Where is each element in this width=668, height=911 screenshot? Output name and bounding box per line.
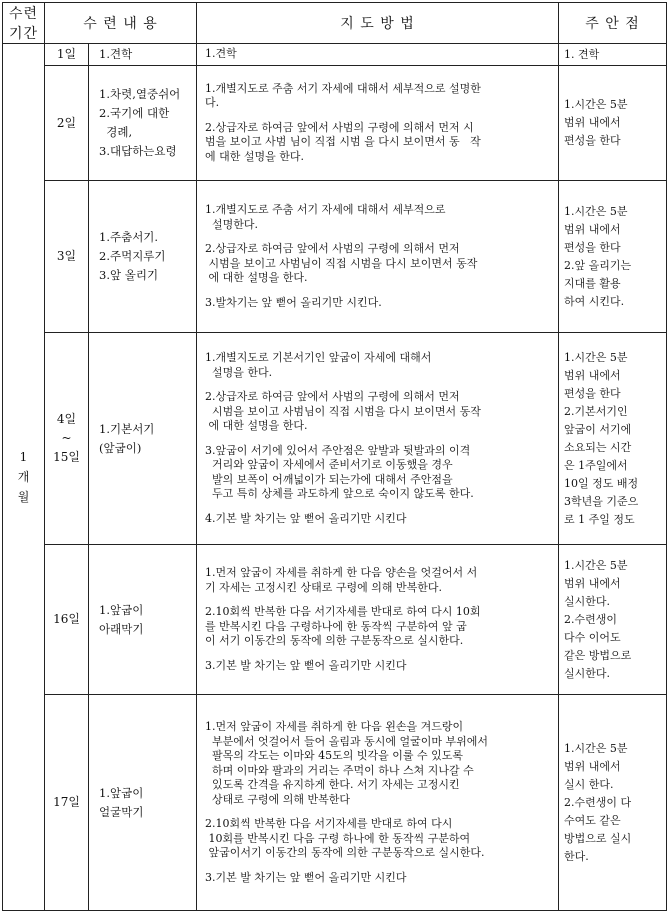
note-cell (559, 333, 667, 545)
period-text: 월 (17, 490, 30, 504)
method-line: 3.기본 발 차기는 앞 뻗어 올리기만 시킨다 (205, 870, 407, 884)
plan-row (3, 66, 667, 181)
method-line: 에 대한 설명을 한다. (205, 271, 308, 284)
note-cell (559, 44, 667, 66)
note-cell (559, 181, 667, 333)
note-line: 2.기본서기인 (564, 404, 628, 418)
content-line: 1.앞굽이 (99, 785, 144, 800)
method-paragraph (205, 296, 552, 311)
day-text: 15일 (53, 450, 80, 464)
method-line: 있도록 간격을 유지하게 한다. 서기 자세는 고정시킨 (205, 778, 460, 791)
method-line: 두고 특히 상체를 과도하게 앞으로 숙이지 않도록 한다. (205, 487, 474, 500)
method-paragraph (205, 390, 552, 434)
note-line: 범위 내에서 (564, 116, 621, 129)
note-line: 편성을 한다 (564, 134, 621, 147)
method-line: 발의 보폭이 어깨넓이가 되는가에 대해서 주안점을 (205, 472, 453, 486)
note-line: 소요되는 시간 (564, 440, 632, 454)
method-line: 부분에서 엇걸어서 들어 올림과 동시에 얼굴이마 부위에서 (205, 734, 489, 748)
note-line: 방법으로 실시 (564, 831, 632, 845)
method-cell (197, 695, 559, 911)
method-line: 2.상급자로 하여금 앞에서 사범의 구령에 의해서 먼저 (205, 390, 460, 403)
method-line: 하며 이마와 팔과의 거리는 주먹이 하나 스쳐 지나갈 수 (205, 763, 474, 777)
method-line: 설명을 한다. (205, 365, 273, 379)
method-line: 팔목의 각도는 이마와 45도의 빗각을 이룰 수 있도록 (205, 749, 464, 762)
content-line: 1.차렷,열중쉬어 (99, 87, 181, 101)
day-cell (45, 545, 89, 695)
method-line: 앞굽이서기 이동간의 동작에 의한 구분동작으로 실시한다. (205, 846, 485, 859)
method-paragraph (205, 605, 552, 649)
method-line: 를 반복시킨 다음 구령하나에 한 동작씩 구분하여 앞 굽 (205, 619, 467, 633)
content-line: 2.주먹지루기 (99, 249, 166, 263)
note-line: 1.시간은 5분 (564, 204, 628, 218)
note-line: 같은 방법으로 (564, 648, 632, 662)
header-period: 수련기간 (3, 3, 45, 44)
note-line: 3학년을 기준으 (564, 494, 639, 508)
method-line: 1.먼저 앞굽이 자세를 취하게 한 다음 양손을 엇걸어서 서 (205, 566, 478, 579)
method-paragraph (205, 871, 552, 886)
header-note: 주 안 점 (559, 3, 667, 44)
content-line: 3.앞 올리기 (99, 268, 159, 282)
header-method: 지 도 방 법 (197, 3, 559, 44)
period-cell (3, 44, 45, 911)
method-paragraph (205, 351, 552, 380)
header-content: 수 련 내 용 (45, 3, 197, 44)
plan-row (3, 333, 667, 545)
note-line: 1.시간은 5분 (564, 350, 628, 364)
day-text: 16일 (53, 612, 80, 626)
method-line: 1.개별지도로 주춤 서기 자세에 대해서 세부적으로 (205, 203, 446, 216)
method-cell (197, 44, 559, 66)
note-line: 은 1주일에서 (564, 458, 628, 472)
note-cell (559, 545, 667, 695)
note-cell (559, 695, 667, 911)
content-cell (89, 695, 197, 911)
method-paragraph (205, 82, 552, 111)
note-cell (559, 66, 667, 181)
note-line: 한다. (564, 849, 589, 863)
note-line: 지대를 활용 (564, 276, 621, 290)
content-cell (89, 333, 197, 545)
method-line: 기 자세는 고정시킨 상태로 구령에 의해 반복한다. (205, 580, 443, 594)
day-cell (45, 44, 89, 66)
note-line: 하여 시킨다. (564, 294, 625, 308)
day-text: 4일 (56, 412, 77, 426)
method-line: 4.기본 발 차기는 앞 뻗어 올리기만 시킨다 (205, 511, 407, 525)
method-paragraph (205, 512, 552, 527)
day-text: ~ (61, 431, 72, 445)
content-line: 경례, (99, 125, 133, 139)
note-line: 다수 이어도 (564, 630, 621, 644)
content-cell (89, 181, 197, 333)
method-line: 3.발차기는 앞 뻗어 올리기만 시킨다. (205, 295, 382, 309)
note-line: 1.시간은 5분 (564, 558, 628, 572)
method-paragraph (205, 659, 552, 674)
method-line: 3.기본 발 차기는 앞 뻗어 올리기만 시킨다 (205, 658, 407, 672)
period-text: 1 (19, 450, 28, 464)
content-line: 1.주춤서기. (99, 230, 159, 244)
note-line: 2.앞 올리기는 (564, 258, 632, 272)
note-line: 로 1 주일 정도 (564, 512, 635, 526)
method-line: 10회를 반복시킨 다음 구령 하나에 한 동작씩 구분하여 (205, 831, 471, 845)
content-cell (89, 44, 197, 66)
note-line: 1.시간은 5분 (564, 741, 628, 755)
method-line: 1.먼저 앞굽이 자세를 취하게 한 다음 왼손을 겨드랑이 (205, 720, 464, 733)
method-paragraph (205, 203, 552, 232)
content-line: 1.앞굽이 (99, 602, 144, 617)
method-paragraph (205, 121, 552, 165)
day-cell (45, 695, 89, 911)
training-plan-table (2, 2, 667, 911)
method-line: 에 대한 설명을 한다. (205, 149, 305, 163)
method-line: 1.개별지도로 주춤 서기 자세에 대해서 세부적으로 설명한 (205, 81, 481, 95)
day-text: 1일 (56, 47, 77, 61)
day-cell (45, 333, 89, 545)
note-line: 범위 내에서 (564, 759, 621, 773)
method-line: 1.개별지도로 기본서기인 앞굽이 자세에 대해서 (205, 351, 432, 364)
content-line: 1.기본서기 (99, 421, 155, 436)
day-text: 2일 (56, 115, 77, 130)
method-line: 상태로 구령에 의해 반복한다 (205, 792, 351, 806)
note-line: 범위 내에서 (564, 222, 621, 236)
note-line: 앞굽이 서기에 (564, 422, 632, 436)
content-cell (89, 66, 197, 181)
content-cell (89, 545, 197, 695)
method-line: 다. (205, 96, 220, 110)
method-line: 2.상급자로 하여금 앞에서 사범의 구령에 의해서 먼저 (205, 242, 460, 255)
day-cell (45, 66, 89, 181)
note-line: 10일 정도 배정 (564, 476, 639, 490)
method-paragraph (205, 566, 552, 595)
plan-row (3, 695, 667, 911)
content-line: 1.견학 (99, 47, 133, 61)
header-row (3, 3, 667, 44)
note-line: 실시한다. (564, 594, 611, 608)
plan-row (3, 44, 667, 66)
period-text: 개 (17, 470, 30, 484)
method-line: 2.상급자로 하여금 앞에서 사범의 구령에 의해서 먼저 시 (205, 120, 474, 134)
day-text: 17일 (53, 795, 80, 809)
note-line: 수여도 같은 (564, 813, 621, 827)
method-line: 3.앞굽이 서기에 있어서 주안점은 앞발과 뒷발과의 이격 (205, 443, 471, 457)
content-line: 3.대답하는요령 (99, 144, 177, 158)
method-paragraph (205, 47, 552, 62)
note-line: 1. 견학 (564, 47, 600, 61)
plan-body (3, 44, 667, 911)
method-cell (197, 181, 559, 333)
plan-row (3, 181, 667, 333)
method-line: 1.견학 (205, 47, 237, 61)
content-line: (앞굽이) (99, 440, 142, 455)
note-line: 실시한다. (564, 666, 611, 680)
method-line: 설명한다. (205, 217, 259, 231)
method-line: 2.10회씩 반복한 다음 서기자세를 반대로 하여 다시 10회 (205, 605, 481, 618)
note-line: 2.수련생이 다 (564, 795, 632, 809)
method-cell (197, 545, 559, 695)
day-cell (45, 181, 89, 333)
note-line: 편성을 한다 (564, 386, 621, 400)
content-line: 아래막기 (99, 621, 144, 636)
method-line: 2.10회씩 반복한 다음 서기자세를 반대로 하여 다시 (205, 817, 453, 830)
note-line: 범위 내에서 (564, 576, 621, 590)
method-cell (197, 66, 559, 181)
method-line: 이 서기 이동간의 동작에 의한 구분동작으로 실시한다. (205, 634, 464, 647)
note-line: 실시 한다. (564, 777, 614, 791)
note-line: 편성을 한다 (564, 240, 621, 254)
content-line: 2.국기에 대한 (99, 106, 170, 120)
note-line: 1.시간은 5분 (564, 98, 628, 111)
day-text: 3일 (56, 249, 77, 263)
method-paragraph (205, 720, 552, 807)
method-cell (197, 333, 559, 545)
method-paragraph (205, 242, 552, 286)
method-paragraph (205, 817, 552, 861)
note-line: 2.수련생이 (564, 612, 618, 626)
method-line: 시범을 보이고 사범님이 직접 시범을 다시 보이면서 동작 (205, 404, 481, 418)
method-line: 시범을 보이고 사범님이 직접 시범을 다시 보이면서 동작 (205, 256, 478, 270)
content-line: 얼굴막기 (99, 804, 144, 819)
plan-row (3, 545, 667, 695)
method-paragraph (205, 444, 552, 502)
method-line: 거리와 앞굽이 자세에서 준비서기로 이동했을 경우 (205, 458, 453, 471)
method-line: 에 대한 설명을 한다. (205, 419, 308, 432)
note-line: 범위 내에서 (564, 368, 621, 382)
method-line: 범을 보이고 사범 님이 직접 시범 을 다시 보이면서 동 작 (205, 135, 481, 149)
